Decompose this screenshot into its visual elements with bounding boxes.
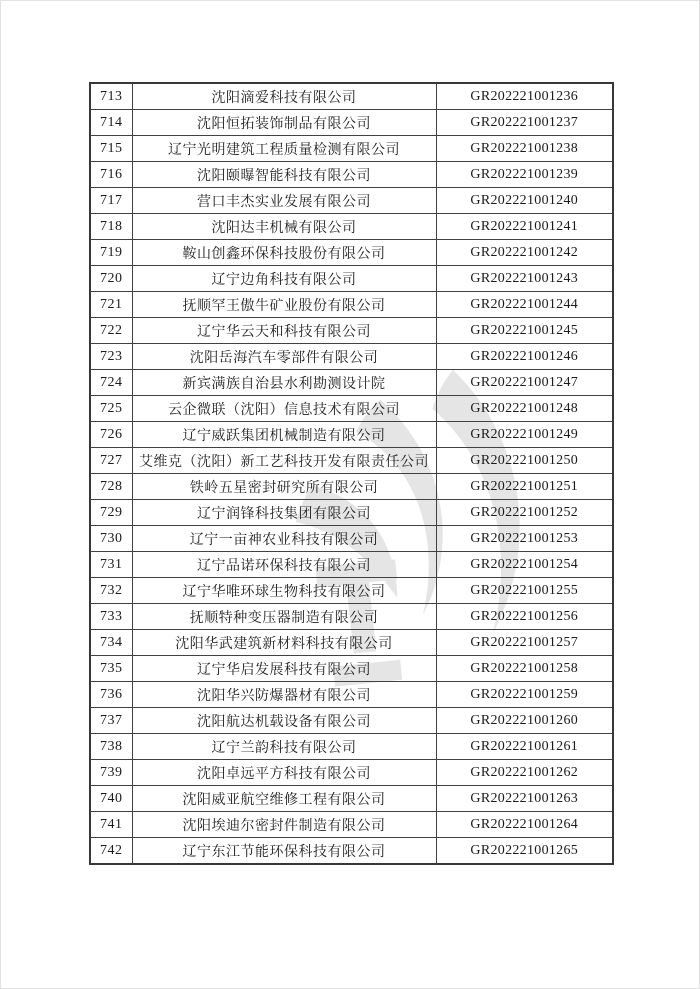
certificate-code-cell: GR202221001264 [436, 812, 613, 838]
company-name-cell: 营口丰杰实业发展有限公司 [132, 188, 436, 214]
serial-cell: 713 [90, 83, 132, 110]
serial-cell: 714 [90, 110, 132, 136]
company-name-cell: 艾维克（沈阳）新工艺科技开发有限责任公司 [132, 448, 436, 474]
table-row [90, 422, 613, 448]
serial-cell: 718 [90, 214, 132, 240]
table-row [90, 526, 613, 552]
table-row [90, 656, 613, 682]
certificate-code-cell: GR202221001262 [436, 760, 613, 786]
table-row [90, 708, 613, 734]
company-name-cell: 鞍山创鑫环保科技股份有限公司 [132, 240, 436, 266]
company-name-cell: 辽宁品诺环保科技有限公司 [132, 552, 436, 578]
certificate-code-cell: GR202221001245 [436, 318, 613, 344]
serial-cell: 724 [90, 370, 132, 396]
serial-cell: 726 [90, 422, 132, 448]
table-row [90, 578, 613, 604]
serial-cell: 727 [90, 448, 132, 474]
certificate-code-cell: GR202221001260 [436, 708, 613, 734]
certificate-table-body [90, 83, 613, 864]
table-row [90, 214, 613, 240]
certificate-code-cell: GR202221001255 [436, 578, 613, 604]
certificate-code-cell: GR202221001263 [436, 786, 613, 812]
serial-cell: 735 [90, 656, 132, 682]
certificate-code-cell: GR202221001240 [436, 188, 613, 214]
company-name-cell: 抚顺特种变压器制造有限公司 [132, 604, 436, 630]
certificate-code-cell: GR202221001259 [436, 682, 613, 708]
serial-cell: 723 [90, 344, 132, 370]
table-row [90, 266, 613, 292]
certificate-code-cell: GR202221001265 [436, 838, 613, 865]
company-name-cell: 辽宁光明建筑工程质量检测有限公司 [132, 136, 436, 162]
serial-cell: 717 [90, 188, 132, 214]
serial-cell: 734 [90, 630, 132, 656]
company-name-cell: 辽宁威跃集团机械制造有限公司 [132, 422, 436, 448]
company-name-cell: 抚顺罕王傲牛矿业股份有限公司 [132, 292, 436, 318]
certificate-code-cell: GR202221001236 [436, 83, 613, 110]
table-row [90, 370, 613, 396]
company-name-cell: 辽宁兰韵科技有限公司 [132, 734, 436, 760]
serial-cell: 725 [90, 396, 132, 422]
table-row [90, 188, 613, 214]
serial-cell: 728 [90, 474, 132, 500]
certificate-code-cell: GR202221001243 [436, 266, 613, 292]
serial-cell: 738 [90, 734, 132, 760]
company-name-cell: 辽宁华唯环球生物科技有限公司 [132, 578, 436, 604]
certificate-code-cell: GR202221001242 [436, 240, 613, 266]
certificate-code-cell: GR202221001241 [436, 214, 613, 240]
certificate-code-cell: GR202221001251 [436, 474, 613, 500]
company-name-cell: 铁岭五星密封研究所有限公司 [132, 474, 436, 500]
table-row [90, 838, 613, 865]
company-name-cell: 沈阳卓远平方科技有限公司 [132, 760, 436, 786]
serial-cell: 730 [90, 526, 132, 552]
serial-cell: 742 [90, 838, 132, 865]
serial-cell: 719 [90, 240, 132, 266]
certificate-code-cell: GR202221001249 [436, 422, 613, 448]
table-row [90, 760, 613, 786]
table-row [90, 344, 613, 370]
company-name-cell: 沈阳华武建筑新材料科技有限公司 [132, 630, 436, 656]
certificate-code-cell: GR202221001254 [436, 552, 613, 578]
company-name-cell: 辽宁一亩神农业科技有限公司 [132, 526, 436, 552]
table-row [90, 396, 613, 422]
table-row [90, 786, 613, 812]
certificate-code-cell: GR202221001257 [436, 630, 613, 656]
company-name-cell: 沈阳滴爱科技有限公司 [132, 83, 436, 110]
company-name-cell: 沈阳颐曝智能科技有限公司 [132, 162, 436, 188]
table-row [90, 448, 613, 474]
certificate-table [89, 82, 614, 865]
company-name-cell: 辽宁润锋科技集团有限公司 [132, 500, 436, 526]
serial-cell: 733 [90, 604, 132, 630]
table-row [90, 500, 613, 526]
serial-cell: 739 [90, 760, 132, 786]
serial-cell: 736 [90, 682, 132, 708]
serial-cell: 732 [90, 578, 132, 604]
serial-cell: 729 [90, 500, 132, 526]
certificate-code-cell: GR202221001238 [436, 136, 613, 162]
serial-cell: 721 [90, 292, 132, 318]
certificate-code-cell: GR202221001261 [436, 734, 613, 760]
serial-cell: 716 [90, 162, 132, 188]
company-name-cell: 辽宁边角科技有限公司 [132, 266, 436, 292]
table-row [90, 552, 613, 578]
table-row [90, 474, 613, 500]
certificate-code-cell: GR202221001256 [436, 604, 613, 630]
table-row [90, 292, 613, 318]
table-row [90, 110, 613, 136]
certificate-code-cell: GR202221001244 [436, 292, 613, 318]
company-name-cell: 沈阳华兴防爆器材有限公司 [132, 682, 436, 708]
company-name-cell: 辽宁华云天和科技有限公司 [132, 318, 436, 344]
certificate-code-cell: GR202221001246 [436, 344, 613, 370]
serial-cell: 731 [90, 552, 132, 578]
table-row [90, 734, 613, 760]
company-name-cell: 云企微联（沈阳）信息技术有限公司 [132, 396, 436, 422]
serial-cell: 715 [90, 136, 132, 162]
certificate-code-cell: GR202221001247 [436, 370, 613, 396]
company-name-cell: 辽宁东江节能环保科技有限公司 [132, 838, 436, 865]
company-name-cell: 沈阳航达机载设备有限公司 [132, 708, 436, 734]
certificate-code-cell: GR202221001250 [436, 448, 613, 474]
certificate-code-cell: GR202221001239 [436, 162, 613, 188]
table-row [90, 136, 613, 162]
serial-cell: 741 [90, 812, 132, 838]
table-row [90, 604, 613, 630]
company-name-cell: 沈阳恒拓装饰制品有限公司 [132, 110, 436, 136]
company-name-cell: 沈阳威亚航空维修工程有限公司 [132, 786, 436, 812]
table-row [90, 682, 613, 708]
certificate-code-cell: GR202221001252 [436, 500, 613, 526]
table-row [90, 83, 613, 110]
certificate-code-cell: GR202221001258 [436, 656, 613, 682]
table-row [90, 812, 613, 838]
table-row [90, 318, 613, 344]
table-row [90, 630, 613, 656]
serial-cell: 722 [90, 318, 132, 344]
table-row [90, 240, 613, 266]
company-name-cell: 新宾满族自治县水利勘测设计院 [132, 370, 436, 396]
certificate-code-cell: GR202221001253 [436, 526, 613, 552]
certificate-code-cell: GR202221001248 [436, 396, 613, 422]
company-name-cell: 辽宁华启发展科技有限公司 [132, 656, 436, 682]
certificate-code-cell: GR202221001237 [436, 110, 613, 136]
company-name-cell: 沈阳岳海汽车零部件有限公司 [132, 344, 436, 370]
serial-cell: 737 [90, 708, 132, 734]
serial-cell: 740 [90, 786, 132, 812]
company-name-cell: 沈阳埃迪尔密封件制造有限公司 [132, 812, 436, 838]
company-name-cell: 沈阳达丰机械有限公司 [132, 214, 436, 240]
table-row [90, 162, 613, 188]
serial-cell: 720 [90, 266, 132, 292]
